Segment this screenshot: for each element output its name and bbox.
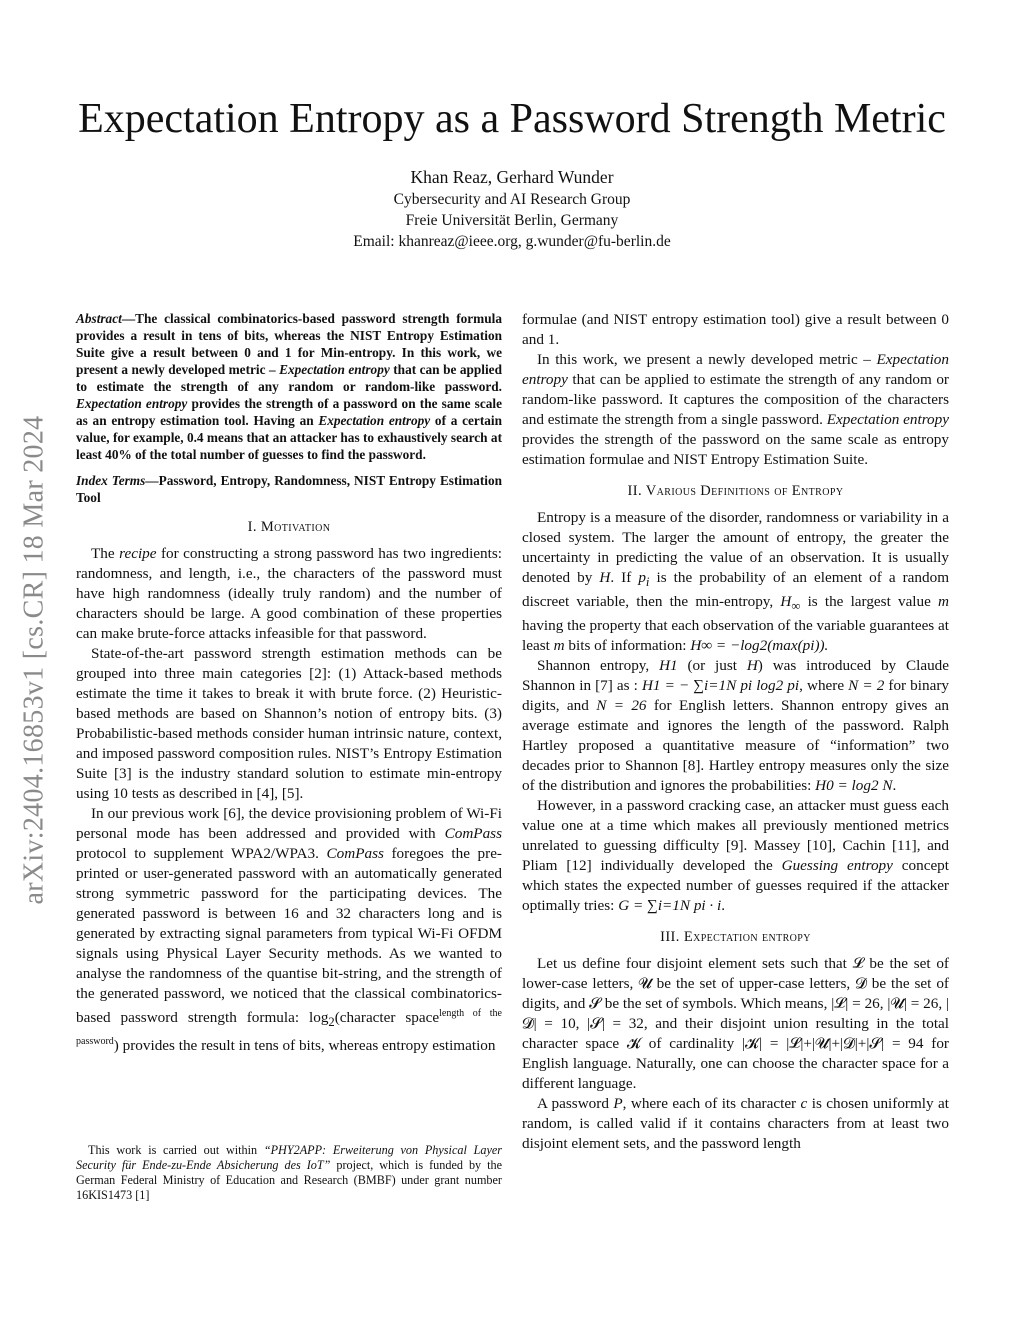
s3p2-c: is chosen uniformly at random, is called valid if it contains characters from at least two disjoint element sets, and the password length [522, 1095, 950, 1153]
s3p1-L: 𝓛 [852, 955, 864, 973]
section-2-paragraph-3 [522, 796, 949, 916]
s2p1-m2: m [553, 637, 565, 655]
s2p2-shannon-formula: H1 = − ∑i=1N pi log2 pi [641, 677, 800, 695]
author-group: Cybersecurity and AI Research Group [393, 191, 631, 208]
abstract-emph-1: Expectation entropy [279, 362, 390, 377]
s2p2-N2: N = 2 [848, 677, 885, 695]
s1p3-exponent: length of the password [76, 1008, 502, 1048]
s3p1-g: of cardinality [641, 1035, 742, 1053]
abstract-text-2: that can be applied to estimate the strength of any random or random-like password. [76, 362, 502, 394]
section-2-heading-text: II. Various Definitions of Entropy [627, 483, 844, 499]
s3p1-cardinalities: |𝓛| = 26, |𝓤| = 26, |𝓓| = 10, |𝓢| = 32 [522, 995, 949, 1033]
section-1-heading-text: I. Motivation [247, 519, 331, 535]
abstract [76, 310, 502, 463]
index-terms-label: Index Terms [76, 473, 146, 488]
footnote-b: project, which is funded by the German Federal Ministry of Education and Research (BMBF) under grant number 16KIS1473 [1] [76, 1158, 503, 1202]
s3p1-h: for English language. Naturally, one can choose the character space for a different language. [522, 1035, 949, 1093]
right-continuation: formulae (and NIST entropy estimation tool) give a result between 0 and 1. [522, 311, 949, 348]
rp2-a: In this work, we present a newly developed metric – [537, 351, 877, 368]
author-email: Email: khanreaz@ieee.org, g.wunder@fu-berlin.de [353, 233, 671, 250]
s2p2-c: ) was introduced by Claude Shannon in [7] as : [522, 657, 950, 695]
s2p2-hartley-formula: H0 = log2 N [815, 777, 893, 795]
s3p2-c-symbol: c [800, 1095, 808, 1113]
s3p1-f: , and their disjoint union resulting in the total character space [522, 1015, 950, 1053]
section-2-body [522, 508, 949, 916]
s1p3-d: ) provides the result in tens of bits, whereas entropy estimation [113, 1037, 496, 1055]
section-2-paragraph-2 [522, 656, 949, 796]
s1p1-a: The [91, 545, 120, 562]
s2p2-d: , where [799, 677, 849, 695]
s2p1-c: is the probability of an element of a random discreet variable, then the min-entropy, [522, 569, 950, 611]
arxiv-identifier [18, 345, 49, 975]
s2p1-f: bits of information: [564, 637, 691, 655]
abstract-label: Abstract [76, 311, 122, 326]
s3p1-K: 𝓚 [626, 1035, 642, 1053]
index-terms-dash: — [145, 473, 159, 488]
author-university: Freie Universität Berlin, Germany [405, 212, 619, 229]
s2p3-a: However, in a password cracking case, an attacker must guess each value one at a time which makes all previously mentioned metrics unrelated to guessing difficulty [9]. Massey [10], Cachin [11], and Pliam [12] individually developed the [522, 797, 949, 875]
footnote-text [76, 1143, 502, 1203]
abstract-emph-2: Expectation entropy [76, 396, 188, 411]
s2p1-e: having the property that each observation of the variable guarantees at least [522, 617, 949, 655]
s2p1-b: . If [610, 569, 639, 586]
rp2-c: provides the strength of the password on the same scale as entropy estimation formulae and NIST Entropy Estimation Suite. [522, 431, 949, 468]
s2p2-g: . [892, 777, 897, 795]
s2p1-min-entropy-formula: H∞ = −log2(max(pi)). [690, 637, 829, 655]
s1p3-b: protocol to supplement WPA2/WPA3. [76, 845, 327, 862]
s2p2-H: H [746, 657, 758, 675]
s2p3-b: concept which states the expected number of guesses required if the attacker optimally tries: [522, 857, 949, 915]
s2p1-a: Entropy is a measure of the disorder, randomness or variability in a closed system. The larger the amount of entropy, the greater the uncertainty in predicting the value of an observation. It is usually denoted by [522, 509, 949, 586]
left-column [76, 310, 502, 1056]
s2p3-c: . [721, 897, 726, 915]
s1p3-a: In our previous work [6], the device provisioning problem of Wi-Fi personal mode has been addressed and provided with [76, 805, 502, 842]
right-intro [522, 310, 949, 470]
abstract-text-1: The classical combinatorics-based password strength formula provides a result in tens of bits, whereas the NIST Entropy Estimation Suite give a result between 0 and 1 for Min-entropy. In this work, we present a newly developed metric – [76, 311, 502, 377]
s1p3-log-base: 2 [328, 1015, 335, 1030]
section-1-body [76, 544, 502, 1056]
section-3-heading [522, 928, 949, 946]
s1p1-emph: recipe [119, 545, 157, 562]
right-paragraph-2 [522, 350, 949, 470]
s1p3-emph-1: ComPass [444, 825, 502, 842]
s2p1-i: i [645, 575, 650, 590]
s3p1-U: 𝓤 [638, 975, 652, 993]
s2p2-e: for binary digits, and [522, 677, 949, 715]
rp2-b: that can be applied to estimate the strength of any random or random-like password. It captures the composition of the characters and estimate the strength from a single password. [522, 371, 949, 428]
footnote-project: “PHY2APP: Erweiterung von Physical Layer Security für Ende-zu-Ende Absicherung des IoT” [76, 1143, 503, 1172]
s2p1-p: p [638, 569, 646, 586]
index-terms-text: Password, Entropy, Randomness, NIST Entropy Estimation Tool [76, 473, 502, 505]
s3p1-total-cardinality: |𝓚| = |𝓛|+|𝓤|+|𝓓|+|𝓢| = 94 [741, 1035, 924, 1053]
rp2-emph-1: Expectation entropy [522, 351, 949, 388]
s2p2-a: Shannon entropy, [537, 657, 660, 675]
abstract-dash: — [121, 311, 136, 326]
section-1-paragraph-2: State-of-the-art password strength estimation methods can be grouped into three main categories [2]: (1) Attack-based methods estimate the time it takes to break it with brute force. (2) Heuristic-based methods are based on Shannon’s notion of entropy bits. (3) Probabilistic-based methods consider human intrinsic nature, context, and imposed password composition rules. NIST’s Entropy Estimation Suite [3] is the industry standard solution to estimate min-entropy using 10 tests as described in [4], [5]. [76, 645, 502, 802]
s3p2-a: A password [537, 1095, 614, 1113]
section-2-paragraph-1 [522, 508, 949, 656]
s3p2-P: P [613, 1095, 623, 1113]
s3p1-D: 𝓓 [855, 975, 867, 993]
s2p2-b: (or just [677, 657, 747, 675]
abstract-text-4: of a certain value, for example, 0.4 means that an attacker has to exhaustively search at least 40% of the total number of guesses to find the password. [76, 413, 502, 462]
footnote-a: This work is carried out within [88, 1143, 264, 1157]
s3p1-b: be the set of lower-case letters, [522, 955, 949, 993]
s1p1-b: for constructing a strong password has two ingredients: randomness, and length, i.e., the characters of the password must have high randomness (ideally truly random) and the number of characters should be large. A good combination of these properties can make brute-force attacks infeasible for that password. [76, 545, 502, 642]
section-1-paragraph-3 [76, 804, 502, 1056]
s2p3-guessing-formula: G = ∑i=1N pi · i [618, 897, 722, 915]
s3p1-S: 𝓢 [589, 995, 601, 1013]
author-block [0, 165, 1024, 252]
s2p2-f: for English letters. Shannon entropy gives an average estimate and ignores the length of the password. Ralph Hartley proposed a quantitative measure of “information” two decades prior to Shannon [8]. Hartley entropy measures only the size of the distribution and ignores the probabilities: [522, 697, 950, 795]
s1p3-log: log [309, 1009, 329, 1027]
s3p2-b: , where each of its character [622, 1095, 801, 1113]
index-terms [76, 472, 502, 506]
arxiv-identifier-text: arXiv:2404.16853v1 [cs.CR] 18 Mar 2024 [18, 415, 49, 905]
s2p2-N26: N = 26 [596, 697, 647, 715]
s2p2-H1: H1 [659, 657, 678, 675]
section-3-body [522, 954, 949, 1154]
s3p1-c: be the set of upper-case letters, [651, 975, 856, 993]
footnote [76, 1143, 502, 1203]
rp2-emph-2: Expectation entropy [826, 411, 949, 428]
author-names: Khan Reaz, Gerhard Wunder [410, 167, 614, 187]
s1p3-c: foregoes the pre-printed or user-generated password with an automatically generated strong symmetric password for the participating devices. The generated password is between 16 and 32 characters long and is generated by extracting signal parameters from typical Wi-Fi OFDM signals using Physical Layer Security methods. As we wanted to analyse the randomness of the quantise bit-string, and the strength of the generated password, we noticed that the classical combinatorics-based password strength formula: [76, 845, 502, 1027]
s3p1-e: be the set of symbols. Which means, [600, 995, 832, 1013]
section-3-paragraph-2 [522, 1094, 949, 1154]
s2p1-Hinf: H [780, 593, 792, 611]
s3p1-d: be the set of digits, and [522, 975, 949, 1013]
abstract-text-3: provides the strength of a password on the same scale as an entropy estimation tool. Having an [76, 396, 502, 428]
abstract-emph-3: Expectation entropy [318, 413, 431, 428]
section-3-paragraph-1 [522, 954, 949, 1094]
right-column [522, 310, 949, 1154]
section-1-paragraph-1 [76, 544, 502, 644]
section-3-heading-text: III. Expectation entropy [660, 929, 811, 946]
s3p1-a: Let us define four disjoint element sets such that [537, 955, 853, 973]
s2p1-H: H [599, 569, 611, 586]
s1p3-emph-2: ComPass [326, 845, 384, 862]
s2p1-d: is the largest value [800, 593, 939, 611]
s1p3-charspace: (character space [334, 1009, 440, 1027]
s2p1-m: m [938, 593, 949, 611]
paper-title: Expectation Entropy as a Password Strength Metric [78, 96, 946, 142]
s2p1-inf: ∞ [791, 599, 801, 614]
s2p3-emph: Guessing entropy [781, 857, 893, 875]
section-2-heading [522, 482, 949, 500]
section-1-heading [76, 518, 502, 536]
